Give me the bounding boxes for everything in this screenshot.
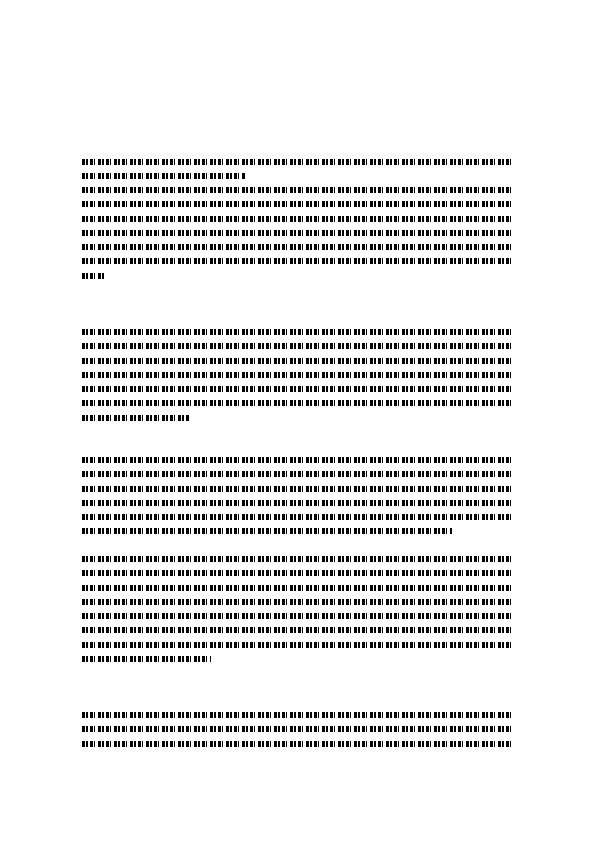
illegible-text	[82, 585, 512, 591]
illegible-text	[82, 726, 512, 732]
illegible-text	[82, 642, 512, 648]
text-line	[82, 510, 512, 524]
illegible-text	[82, 528, 452, 534]
text-line	[82, 269, 512, 283]
illegible-text	[82, 400, 512, 406]
illegible-text	[82, 258, 512, 264]
text-line	[82, 737, 512, 751]
text-line	[82, 482, 512, 496]
text-line	[82, 226, 512, 240]
paragraph	[82, 552, 512, 666]
illegible-text	[82, 358, 512, 364]
text-line	[82, 411, 512, 425]
text-line	[82, 581, 512, 595]
illegible-text	[82, 244, 512, 250]
illegible-text	[82, 486, 512, 492]
text-line	[82, 240, 512, 254]
text-line	[82, 623, 512, 637]
paragraph	[82, 325, 512, 425]
text-line	[82, 396, 512, 410]
paragraph	[82, 155, 512, 184]
text-line	[82, 183, 512, 197]
text-line	[82, 354, 512, 368]
illegible-text	[82, 741, 512, 747]
text-line	[82, 467, 512, 481]
text-line	[82, 609, 512, 623]
text-line	[82, 368, 512, 382]
text-line	[82, 524, 512, 538]
illegible-text	[82, 457, 512, 463]
text-line	[82, 169, 512, 183]
illegible-text	[82, 216, 512, 222]
illegible-text	[82, 372, 512, 378]
illegible-text	[82, 556, 512, 562]
text-line	[82, 453, 512, 467]
illegible-text	[82, 656, 211, 662]
illegible-text	[82, 599, 512, 605]
illegible-text	[82, 273, 104, 279]
text-line	[82, 595, 512, 609]
illegible-text	[82, 173, 245, 179]
illegible-text	[82, 201, 512, 207]
illegible-text	[82, 712, 512, 718]
text-line	[82, 254, 512, 268]
illegible-text	[82, 471, 512, 477]
illegible-text	[82, 570, 512, 576]
illegible-text	[82, 613, 512, 619]
text-line	[82, 552, 512, 566]
text-line	[82, 566, 512, 580]
illegible-text	[82, 329, 512, 335]
illegible-text	[82, 514, 512, 520]
text-line	[82, 155, 512, 169]
paragraph	[82, 708, 512, 751]
text-line	[82, 212, 512, 226]
text-line	[82, 382, 512, 396]
illegible-text	[82, 159, 512, 165]
illegible-text	[82, 415, 190, 421]
paragraph	[82, 453, 512, 539]
illegible-text	[82, 343, 512, 349]
illegible-text	[82, 500, 512, 506]
illegible-text	[82, 627, 512, 633]
text-line	[82, 339, 512, 353]
text-line	[82, 197, 512, 211]
illegible-text	[82, 386, 512, 392]
text-line	[82, 496, 512, 510]
text-line	[82, 722, 512, 736]
text-line	[82, 325, 512, 339]
paragraph	[82, 183, 512, 283]
illegible-text	[82, 187, 512, 193]
illegible-text	[82, 230, 512, 236]
text-line	[82, 708, 512, 722]
text-line	[82, 652, 512, 666]
text-line	[82, 638, 512, 652]
